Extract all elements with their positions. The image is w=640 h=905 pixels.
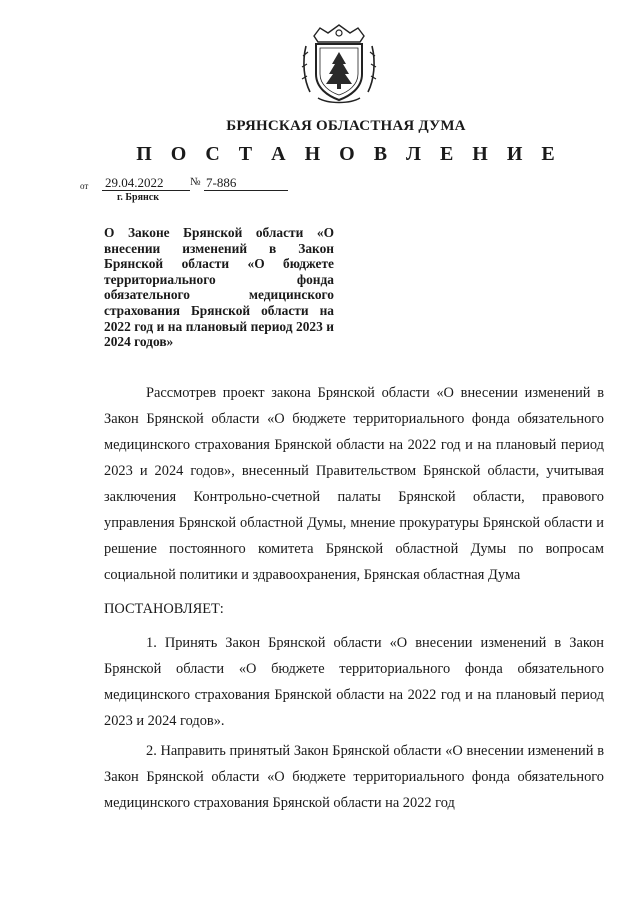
bryansk-coat-of-arms-icon [300, 22, 378, 106]
document-subject: О Законе Брянской области «О внесении изменений в Закон Брянской области «О бюджете территориального фонда обязательного медицинского страхования Брянской области на 2022 год и на плановый период 2023 и 2024 годов» [104, 225, 334, 350]
resolves-heading: ПОСТАНОВЛЯЕТ: [104, 601, 224, 617]
document-number: 7-886 [204, 175, 288, 191]
document-body [104, 380, 604, 816]
document-type: П О С Т А Н О В Л Е Н И Е [136, 143, 562, 165]
resolution-item-1: 1. Принять Закон Брянской области «О внесении изменений в Закон Брянской области «О бюджете территориального фонда обязательного медицинского страхования Брянской области на 2022 год и на плановый период 2023 и 2024 годов». [104, 635, 604, 729]
preamble-paragraph: Рассмотрев проект закона Брянской области «О внесении изменений в Закон Брянской области «О бюджете территориального фонда обязательного медицинского страхования Брянской области на 2022 год и на плановый период 2023 и 2024 годов», внесенный Правительством Брянской области, учитывая заключения Контрольно-счетной палаты Брянской области, правового управления Брянской областной Думы, мнение прокуратуры Брянской области и решение постоянного комитета Брянской областной Думы по вопросам социальной политики и здравоохранения, Брянская областная Дума [104, 385, 604, 583]
city-label: г. Брянск [117, 192, 159, 203]
date-prefix: от [80, 181, 89, 191]
resolution-item-2: 2. Направить принятый Закон Брянской области «О внесении изменений в Закон Брянской области «О бюджете территориального фонда обязательного медицинского страхования Брянской области на 2022 год [104, 743, 604, 811]
number-prefix: № [190, 176, 201, 188]
document-date: 29.04.2022 [102, 175, 190, 191]
organization-name: БРЯНСКАЯ ОБЛАСТНАЯ ДУМА [226, 118, 466, 134]
